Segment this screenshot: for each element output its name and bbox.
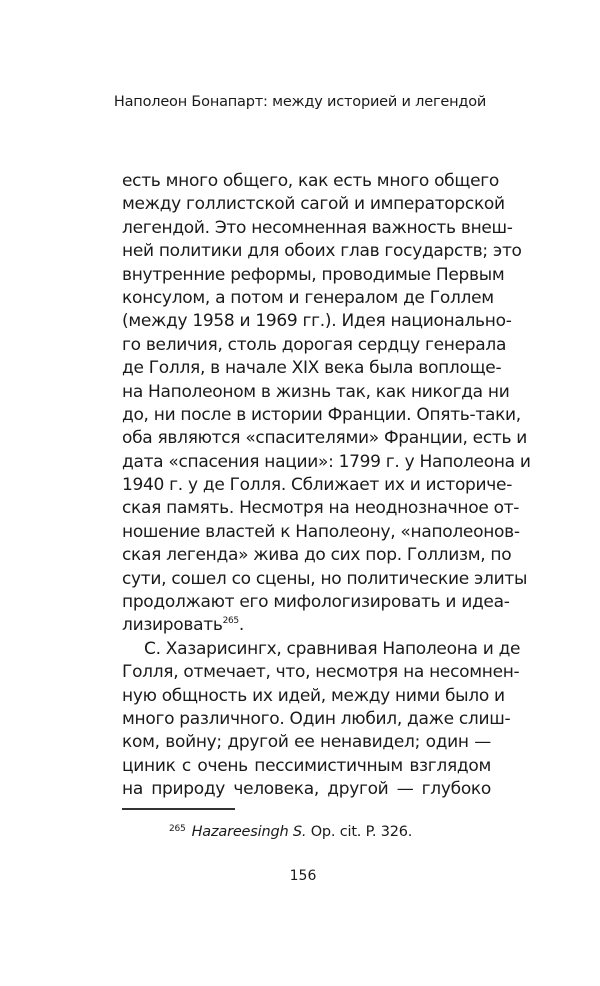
text-line: (между 1958 и 1969 гг.). Идея национально- bbox=[122, 311, 512, 332]
text-line: го величия, столь дорогая сердцу генерала bbox=[122, 334, 507, 355]
text-line: на Наполеоном в жизнь так, как никогда ни bbox=[122, 381, 510, 402]
text-line: на природу человека, другой — глубоко bbox=[122, 779, 491, 800]
paragraph-2 bbox=[122, 638, 521, 802]
text-line: ком, войну; другой ее ненавидел; один — bbox=[122, 732, 491, 753]
text-line: ней политики для обоих глав государств; это bbox=[122, 241, 522, 262]
text-line: ношение властей к Наполеону, «наполеонов- bbox=[122, 521, 520, 542]
body-text bbox=[122, 170, 531, 802]
text-line: продолжают его мифологизировать и идеа- bbox=[122, 592, 510, 613]
running-header: Наполеон Бонапарт: между историей и легендой bbox=[113, 94, 487, 110]
footnote-divider bbox=[122, 808, 235, 810]
footnote-number: 265 bbox=[169, 824, 186, 834]
page-number: 156 bbox=[289, 868, 317, 884]
text-line: между голлистской сагой и императорской bbox=[122, 194, 505, 215]
paragraph-1 bbox=[122, 170, 531, 614]
footnote-author: Hazareesingh S. bbox=[191, 824, 307, 840]
text-line: де Голля, в начале XIX века была воплоще- bbox=[122, 358, 502, 379]
text-line: лизировать$^{265}$. bbox=[122, 615, 244, 636]
text-line: много различного. Один любил, даже слиш- bbox=[122, 708, 511, 729]
text-line: ская легенда» жива до сих пор. Голлизм, по bbox=[122, 545, 512, 566]
text-line: дата «спасения нации»: 1799 г. у Наполеона и bbox=[122, 451, 531, 472]
text-line: 1940 г. у де Голля. Сближает их и историче- bbox=[122, 475, 513, 496]
footnote bbox=[169, 824, 412, 840]
text-line: консулом, а потом и генералом де Голлем bbox=[122, 287, 494, 308]
text-line: легендой. Это несомненная важность внеш- bbox=[122, 217, 513, 238]
text-line: ская память. Несмотря на неоднозначное от- bbox=[122, 498, 520, 519]
text-line: сути, сошел со сцены, но политические элиты bbox=[122, 568, 528, 589]
text-line: внутренние реформы, проводимые Первым bbox=[122, 264, 505, 285]
text-line: Голля, отмечает, что, несмотря на несомнен- bbox=[122, 662, 520, 683]
footnote-text: Op. cit. P. 326. bbox=[306, 824, 413, 840]
text-line: ную общность их идей, между ними было и bbox=[122, 685, 505, 706]
text-line: С. Хазарисингх, сравнивая Наполеона и де bbox=[144, 638, 521, 659]
text-line: оба являются «спасителями» Франции, есть и bbox=[122, 428, 528, 449]
text-line: циник с очень пессимистичным взглядом bbox=[122, 755, 491, 776]
footnote-ref[interactable]: 265 bbox=[222, 616, 239, 627]
text-line: есть много общего, как есть много общего bbox=[122, 171, 499, 191]
text-line: до, ни после в истории Франции. Опять-таки, bbox=[122, 404, 521, 425]
